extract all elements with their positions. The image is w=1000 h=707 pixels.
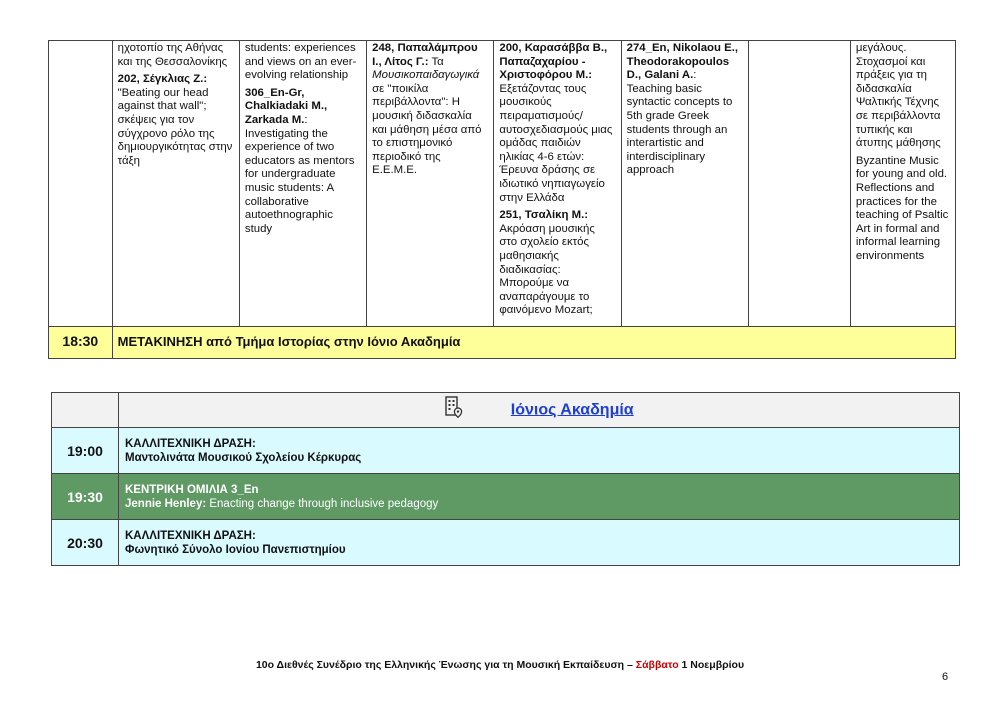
building-location-icon bbox=[444, 396, 464, 421]
paper-entry bbox=[245, 87, 361, 237]
paper-entry bbox=[118, 42, 234, 69]
paper-text: students: experiences and views on an ever-evolving relationship bbox=[244, 42, 357, 82]
paper-entry bbox=[245, 42, 361, 83]
schedule-row bbox=[52, 474, 960, 520]
schedule-event bbox=[119, 520, 960, 566]
transfer-row bbox=[49, 327, 956, 359]
grid-cell bbox=[494, 41, 621, 327]
paper-entry bbox=[372, 42, 488, 178]
paper-entry bbox=[499, 42, 615, 205]
schedule-row bbox=[52, 520, 960, 566]
session-row bbox=[49, 41, 956, 327]
event-speaker: Φωνητικό Σύνολο Ιονίου Πανεπιστημίου bbox=[125, 543, 346, 556]
event-title: ΚΕΝΤΡΙΚΗ ΟΜΙΛΙΑ 3_En bbox=[125, 483, 259, 496]
venue-schedule-table bbox=[51, 392, 960, 566]
transfer-time: 18:30 bbox=[49, 327, 113, 359]
paper-text: ηχοτοπίο της Αθήνας και της Θεσσαλονίκης bbox=[117, 42, 228, 68]
grid-cell bbox=[239, 41, 366, 327]
paper-entry bbox=[856, 155, 950, 264]
grid-cell bbox=[49, 41, 113, 327]
paper-text: "Beating our head against that wall"; σκέψεις για τον σύγχρονο ρόλο της δημιουργικότητας στην τάξη bbox=[117, 86, 233, 167]
event-detail: Enacting change through inclusive pedagogy bbox=[206, 497, 439, 510]
event-speaker: Μαντολινάτα Μουσικού Σχολείου Κέρκυρας bbox=[125, 451, 362, 464]
paper-text: σε "ποικίλα περιβάλλοντα": Η μουσική διδασκαλία και μάθηση μέσα από το επιστημονικό περιοδικό της Ε.Ε.Μ.Ε. bbox=[372, 82, 482, 177]
grid-cell bbox=[621, 41, 748, 327]
paper-text: μεγάλους. Στοχασμοί και πράξεις για τη διδασκαλία Ψαλτικής Τέχνης σε περιβάλλοντα τυπικής και άτυπης μάθησης bbox=[855, 42, 941, 150]
schedule-event bbox=[119, 474, 960, 520]
paper-text: Τα bbox=[428, 55, 444, 68]
header-empty-cell bbox=[52, 393, 119, 428]
schedule-time: 19:00 bbox=[52, 428, 119, 474]
footer-day: Σάββατο bbox=[635, 659, 679, 671]
venue-header bbox=[119, 393, 960, 428]
grid-cell bbox=[850, 41, 955, 327]
venue-header-row bbox=[52, 393, 960, 428]
paper-authors: 200, Καρασάββα Β., Παπαζαχαρίου - Χριστοφόρου Μ.: bbox=[499, 42, 608, 82]
footer-prefix: 10ο Διεθνές Συνέδριο της Ελληνικής Ένωσης για τη Μουσική Εκπαίδευση – bbox=[255, 659, 636, 671]
paper-authors: 251, Τσαλίκη Μ.: bbox=[499, 209, 589, 222]
grid-cell bbox=[112, 41, 239, 327]
grid-cell bbox=[367, 41, 494, 327]
transfer-text: ΜΕΤΑΚΙΝΗΣΗ από Τμήμα Ιστορίας στην Ιόνιο Ακαδημία bbox=[112, 327, 955, 359]
paper-text: : Teaching basic syntactic concepts to 5th grade Greek students through an interartistic and interdisciplinary approach bbox=[626, 69, 733, 177]
schedule-row bbox=[52, 428, 960, 474]
paper-text: Ακρόαση μουσικής στο σχολείο εκτός μαθησιακής διαδικασίας: Μπορούμε να αναπαράγουμε το φαινόμενο Mozart; bbox=[499, 222, 595, 317]
session-grid-table bbox=[48, 40, 956, 359]
schedule-time: 20:30 bbox=[52, 520, 119, 566]
event-title: ΚΑΛΛΙΤΕΧΝΙΚΗ ΔΡΑΣΗ: bbox=[125, 437, 256, 450]
grid-cell bbox=[748, 41, 850, 327]
event-speaker: Jennie Henley: bbox=[125, 497, 207, 510]
paper-text: Μουσικοπαιδαγωγικά bbox=[372, 69, 480, 82]
paper-entry bbox=[856, 42, 950, 151]
page-number: 6 bbox=[942, 671, 949, 683]
paper-authors: 306_En-Gr, Chalkiadaki M., Zarkada M. bbox=[244, 86, 328, 126]
venue-link[interactable]: Ιόνιος Ακαδημία bbox=[510, 401, 634, 419]
paper-entry bbox=[118, 73, 234, 168]
event-title: ΚΑΛΛΙΤΕΧΝΙΚΗ ΔΡΑΣΗ: bbox=[125, 529, 256, 542]
schedule-event bbox=[119, 428, 960, 474]
paper-entry bbox=[499, 209, 615, 318]
footer-suffix: 1 Νοεμβρίου bbox=[678, 659, 745, 671]
paper-authors: 248, Παπαλάμπρου Ι., Λίτος Γ.: bbox=[372, 42, 478, 68]
page-footer bbox=[0, 659, 1000, 671]
paper-text: Εξετάζοντας τους μουσικούς πειραματισμούς/αυτοσχεδιασμούς μιας ομάδας παιδιών ηλικίας 4-6 ετών: Έρευνα δράσης σε ιδιωτικό νηπιαγωγείο στην Ελλάδα bbox=[499, 82, 613, 204]
paper-entry bbox=[627, 42, 743, 178]
paper-authors: 274_En, Nikolaou E., Theodorakopoulos D., Galani A. bbox=[626, 42, 739, 82]
schedule-time: 19:30 bbox=[52, 474, 119, 520]
paper-authors: 202, Σέγκλιας Ζ.: bbox=[117, 73, 208, 86]
paper-text: : Investigating the experience of two educators as mentors for undergraduate music students: A collaborative autoethnographic study bbox=[244, 113, 355, 235]
paper-text: Byzantine Music for young and old. Reflections and practices for the teaching of Psaltic Art in formal and informal learning environments bbox=[855, 154, 949, 262]
